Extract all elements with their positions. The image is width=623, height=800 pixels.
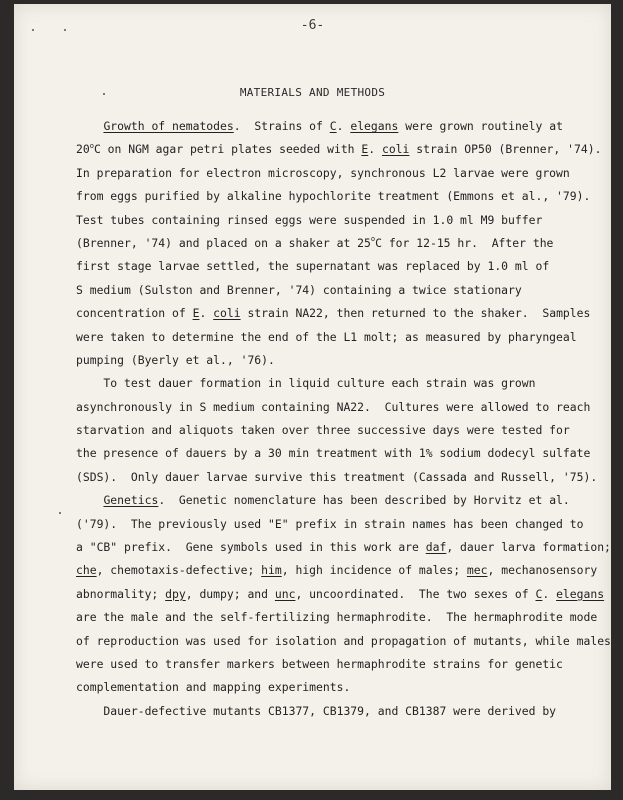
speck <box>59 512 61 514</box>
text-line <box>76 115 581 138</box>
text-run: were grown routinely at <box>398 119 563 133</box>
text-line <box>76 513 584 536</box>
text-line <box>76 583 605 606</box>
underlined-text: Genetics <box>103 493 159 508</box>
text-run: abnormality; <box>76 586 166 601</box>
text-line <box>76 606 598 629</box>
text-line <box>76 630 611 653</box>
text-line <box>76 138 602 161</box>
underlined-text: E <box>192 306 200 321</box>
text-run: (SDS). Only dauer larvae survive this treatment (Cassada and Russell, '75). <box>76 469 598 484</box>
text-line <box>76 255 581 278</box>
text-run: 20 <box>76 142 90 157</box>
text-run: were taken to determine the end of the L1 molt; as measured by pharyngeal <box>76 329 577 344</box>
text-run: , high incidence of males; <box>281 563 467 578</box>
text-run: In preparation for electron microscopy, synchronous L2 larvae were grown <box>76 165 570 180</box>
text-run: complementation and mapping experiments. <box>76 680 351 695</box>
underlined-text: C <box>535 586 543 601</box>
text-run: C for 12-15 hr. After the <box>375 235 554 250</box>
text-run: a "CB" prefix. Gene symbols used in this work are <box>76 540 426 555</box>
text-line <box>76 489 581 512</box>
text-run: S medium (Sulston and Brenner, '74) containing a twice stationary <box>76 282 522 297</box>
text-run: , chemotaxis-defective; <box>96 563 262 578</box>
text-line <box>76 372 581 395</box>
text-line <box>76 349 581 372</box>
underlined-text: him <box>261 563 282 578</box>
text-run: , uncoordinated. The two sexes of <box>295 586 536 601</box>
text-run <box>76 493 103 507</box>
text-line <box>76 559 598 582</box>
text-line <box>76 326 581 349</box>
text-run: . Strains of <box>233 119 330 133</box>
text-run: (Brenner, '74) and placed on a shaker at 25 <box>76 235 371 250</box>
text-run: asynchronously in S medium containing NA22. Cultures were allowed to reach <box>76 399 591 414</box>
text-run: . <box>368 142 382 157</box>
text-run: from eggs purified by alkaline hypochlorite treatment (Emmons et al., '79). <box>76 189 591 204</box>
text-run: Test tubes containing rinsed eggs were suspended in 1.0 ml M9 buffer <box>76 212 543 227</box>
text-run: concentration of <box>76 306 193 321</box>
text-run: of reproduction was used for isolation and propagation of mutants, while males <box>76 633 611 648</box>
text-run: . <box>542 586 557 601</box>
text-line <box>76 302 591 325</box>
text-run: starvation and aliquots taken over three successive days were tested for <box>76 423 570 438</box>
text-run: strain NA22, then returned to the shaker. Samples <box>240 306 591 321</box>
text-run: , dumpy; and <box>185 586 275 601</box>
underlined-text: elegans <box>350 119 399 133</box>
text-line <box>76 700 581 723</box>
underlined-text: che <box>76 563 97 578</box>
text-run: are the male and the self-fertilizing hermaphrodite. The hermaphrodite mode <box>76 610 598 625</box>
text-run: pumping (Byerly et al., '76). <box>76 352 275 367</box>
underlined-text: C <box>329 119 337 133</box>
text-run: strain OP50 (Brenner, '74). <box>409 142 602 157</box>
text-line <box>76 209 581 232</box>
underlined-text: dpy <box>165 586 186 601</box>
text-line <box>76 279 581 302</box>
text-line <box>76 396 591 419</box>
page-number: -6- <box>300 18 325 33</box>
text-run: ('79). The previously used "E" prefix in strain names has been changed to <box>76 516 584 531</box>
text-run: , dauer larva formation; <box>446 540 611 555</box>
text-line <box>76 536 611 559</box>
underlined-text: mec <box>466 563 488 578</box>
underlined-text: daf <box>425 540 447 555</box>
text-run: . <box>336 119 351 133</box>
text-run: the presence of dauers by a 30 min treatment with 1% sodium dodecyl sulfate <box>76 446 591 461</box>
underlined-text: coli <box>381 142 410 157</box>
body-text <box>76 115 611 723</box>
underlined-text: coli <box>213 306 241 321</box>
text-line <box>76 676 581 699</box>
superscript: o <box>89 141 94 150</box>
underlined-text: E <box>361 142 369 157</box>
text-run: . <box>199 306 214 321</box>
underlined-text: elegans <box>556 586 605 601</box>
text-run: were used to transfer markers between hermaphrodite strains for genetic <box>76 656 563 671</box>
underlined-text: unc <box>274 586 296 601</box>
text-line <box>76 232 581 255</box>
text-run: C on NGM agar petri plates seeded with <box>93 142 362 157</box>
text-run <box>76 119 103 133</box>
text-run: Dauer-defective mutants CB1377, CB1379, and CB1387 were derived by <box>76 703 557 718</box>
underlined-text: Growth of nematodes <box>103 119 234 133</box>
text-line <box>76 442 591 465</box>
section-heading: MATERIALS AND METHODS <box>239 86 386 99</box>
text-line <box>76 653 581 676</box>
text-line <box>76 185 591 208</box>
text-run: . Genetic nomenclature has been described by Horvitz et al. <box>158 493 570 508</box>
text-run: To test dauer formation in liquid culture each strain was grown <box>76 376 536 391</box>
superscript: o <box>370 235 376 244</box>
text-run: , mechanosensory <box>487 563 598 578</box>
text-line <box>76 419 581 442</box>
text-run: first stage larvae settled, the supernatant was replaced by 1.0 ml of <box>76 259 550 274</box>
text-line <box>76 466 598 489</box>
text-line <box>76 162 581 185</box>
